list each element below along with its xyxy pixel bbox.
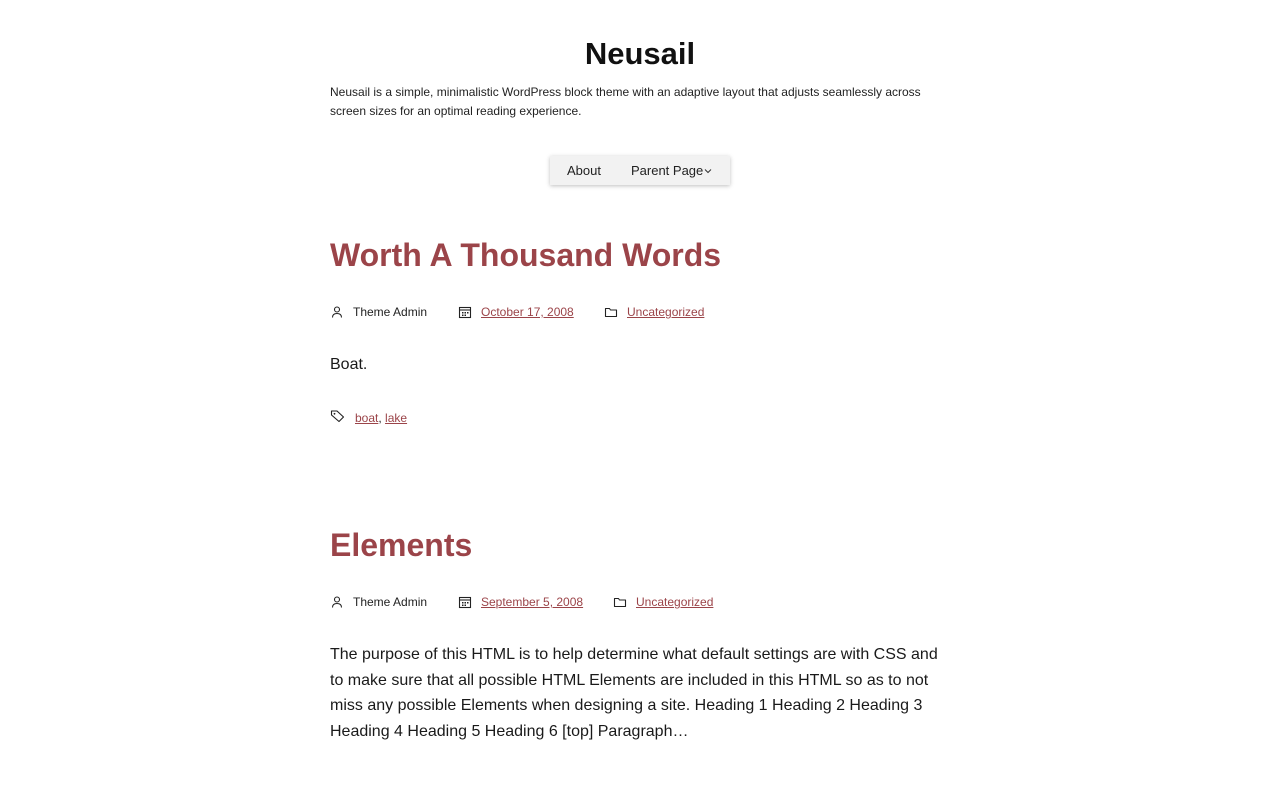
post-title[interactable]: Elements [330, 527, 473, 563]
post-date [458, 594, 583, 610]
nav-item-parent-page[interactable] [631, 163, 712, 178]
tag-separator: , [378, 410, 382, 425]
post-author [330, 594, 427, 610]
tag-list [355, 411, 407, 425]
person-icon [330, 305, 344, 319]
chevron-down-icon[interactable] [704, 168, 712, 174]
nav-item-parent-page-label: Parent Page [630, 163, 704, 178]
category-link[interactable]: Uncategorized [627, 305, 705, 319]
post-author [330, 304, 427, 320]
category-link[interactable]: Uncategorized [636, 595, 714, 609]
folder-icon [613, 595, 627, 609]
primary-navigation [550, 156, 730, 185]
post-elements [330, 525, 950, 740]
post-category [604, 304, 704, 320]
post-excerpt: Boat. [330, 356, 368, 373]
tag-link-boat[interactable]: boat [355, 410, 379, 425]
nav-item-about[interactable] [567, 163, 601, 178]
calendar-icon [458, 595, 472, 609]
post-date [458, 304, 574, 320]
post-excerpt: The purpose of this HTML is to help determine what default settings are with CSS and to make sure that all possible HTML Elements are included in this HTML so as to not miss any possible Elements when designing a site. Heading 1 Heading 2 Heading 3 Heading 4 Heading 5 Heading 6 [top] Paragraph… [330, 646, 938, 740]
post-title[interactable]: Worth A Thousand Words [330, 237, 722, 273]
post-date-link[interactable]: September 5, 2008 [481, 595, 584, 609]
site-title[interactable]: Neusail [584, 36, 696, 71]
author-name: Theme Admin [353, 595, 428, 609]
tag-icon [330, 409, 346, 426]
folder-icon [604, 305, 618, 319]
nav-item-about-label: About [567, 163, 601, 178]
author-name: Theme Admin [353, 305, 428, 319]
site-description: Neusail is a simple, minimalistic WordPress block theme with an adaptive layout that adjusts seamlessly across screen sizes for an optimal reading experience. [330, 85, 921, 118]
post-worth-a-thousand-words [330, 235, 950, 425]
post-tags [330, 409, 407, 426]
post-meta [330, 304, 950, 320]
person-icon [330, 595, 344, 609]
post-meta [330, 594, 950, 610]
tag-link-lake[interactable]: lake [385, 410, 408, 425]
post-category [613, 594, 713, 610]
post-date-link[interactable]: October 17, 2008 [481, 305, 574, 319]
calendar-icon [458, 305, 472, 319]
